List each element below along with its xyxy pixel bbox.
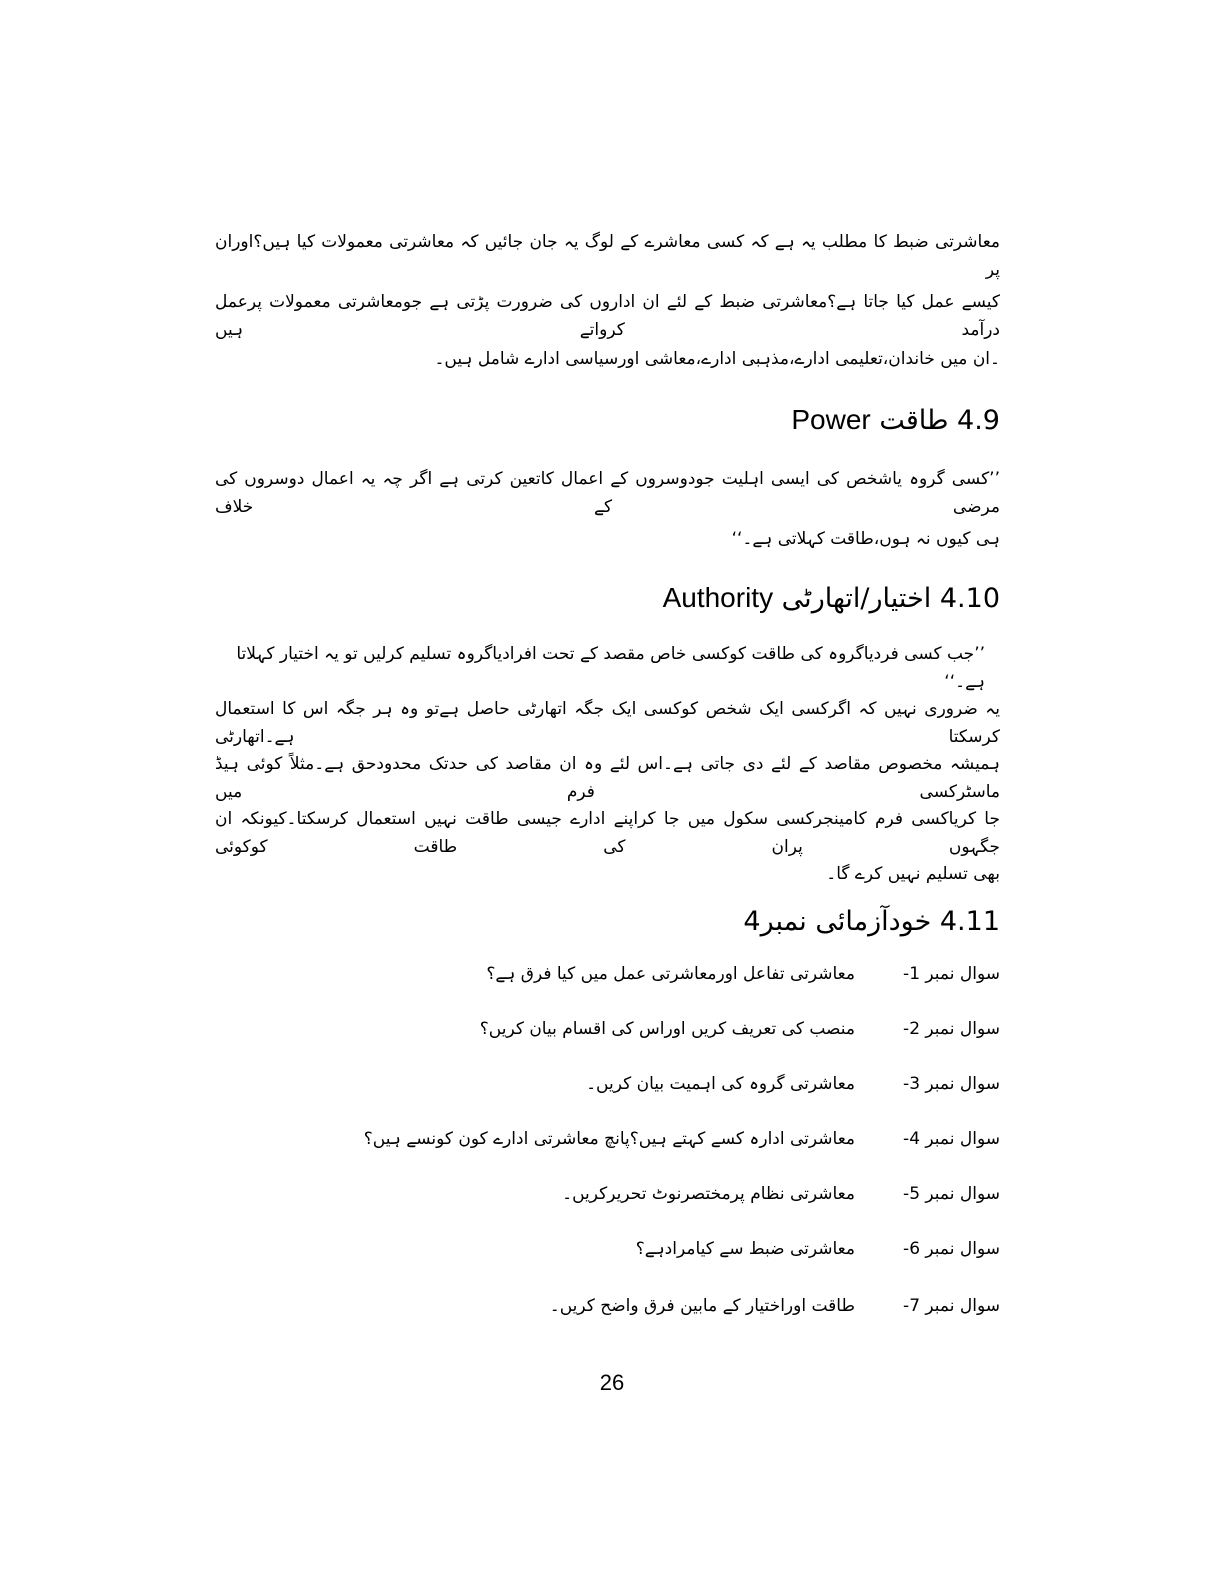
question-label: سوال نمبر 4-: [903, 1129, 1000, 1149]
text-line: ہی کیوں نہ ہوں،طاقت کہلاتی ہے۔‘‘: [731, 529, 1000, 549]
question-item: [215, 1070, 1000, 1098]
text-line: ۔ان میں خاندان،تعلیمی ادارے،مذہبی ادارے،معاشی اورسیاسی ادارے شامل ہیں۔: [434, 349, 1000, 369]
question-text: معاشرتی نظام پرمختصرنوٹ تحریرکریں۔: [562, 1184, 855, 1204]
question-item: [215, 1292, 1000, 1320]
question-label: سوال نمبر 5-: [903, 1184, 1000, 1204]
section-title-urdu: خودآزمائی نمبر4: [743, 906, 932, 937]
authority-definition: ’’جب کسی فردیاگروہ کی طاقت کوکسی خاص مقصد کے تحت افرادیاگروہ تسلیم کرلیں تو یہ اختیار کہلاتا ہے۔‘‘: [236, 644, 985, 692]
section-number: 4.11: [939, 906, 1000, 937]
section-heading-authority: [663, 578, 1000, 619]
question-item: [215, 1015, 1000, 1043]
text-line: کیسے عمل کیا جاتا ہے؟معاشرتی ضبط کے لئے ان اداروں کی ضرورت پڑتی ہے جومعاشرتی معمولات پرعمل درآمد کرواتے ہیں: [215, 292, 1000, 340]
question-label: سوال نمبر 6-: [903, 1239, 1000, 1259]
question-item: [215, 960, 1000, 988]
page-number: 26: [599, 1370, 625, 1395]
question-text: معاشرتی تفاعل اورمعاشرتی عمل میں کیا فرق ہے؟: [486, 964, 855, 984]
section-title-english: Authority: [662, 582, 774, 613]
section-heading-power: [791, 400, 1000, 441]
section-title-urdu: طاقت: [879, 405, 949, 436]
question-label: سوال نمبر 2-: [903, 1019, 1000, 1039]
question-label: سوال نمبر 1-: [903, 964, 1000, 984]
question-text: منصب کی تعریف کریں اوراس کی اقسام بیان کریں؟: [479, 1019, 855, 1039]
text-line: بھی تسلیم نہیں کرے گا۔: [826, 864, 1000, 884]
question-item: [215, 1125, 1000, 1153]
text-line: ہمیشہ مخصوص مقاصد کے لئے دی جاتی ہے۔اس لئے وہ ان مقاصد کی حدتک محدودحق ہے۔مثلاً کوئی ہیڈ ماسٹرکسی فرم میں: [215, 754, 1000, 802]
text-line: معاشرتی ضبط کا مطلب یہ ہے کہ کسی معاشرے کے لوگ یہ جان جائیں کہ معاشرتی معمولات کیا ہیں؟اوران پر: [215, 232, 1000, 280]
question-text: معاشرتی ضبط سے کیامرادہے؟: [635, 1239, 855, 1259]
question-text: طاقت اوراختیار کے مابین فرق واضح کریں۔: [549, 1296, 855, 1316]
section-number: 4.9: [957, 405, 1000, 436]
question-item: [215, 1235, 1000, 1263]
question-text: معاشرتی ادارہ کسے کہتے ہیں؟پانچ معاشرتی ادارے کون کونسے ہیں؟: [363, 1129, 855, 1149]
section-title-urdu: اختیار/اتھارٹی: [781, 583, 932, 614]
question-label: سوال نمبر 7-: [903, 1296, 1000, 1316]
section-number: 4.10: [939, 583, 1000, 614]
text-line: یہ ضروری نہیں کہ اگرکسی ایک شخص کوکسی ایک جگہ اتھارٹی حاصل ہےتو وہ ہر جگہ اس کا استعمال کرسکتا ہے۔اتھارٹی: [215, 699, 1000, 747]
section-heading-self-assessment: [743, 902, 1000, 942]
text-line: جا کریاکسی فرم کامینجرکسی سکول میں جا کراپنے ادارے جیسی طاقت نہیں استعمال کرسکتا۔کیونکہ ان جگہوں پران کی طاقت کوکوئی: [215, 809, 1000, 857]
question-text: معاشرتی گروہ کی اہمیت بیان کریں۔: [586, 1074, 855, 1094]
section-title-english: Power: [791, 404, 871, 435]
question-label: سوال نمبر 3-: [903, 1074, 1000, 1094]
question-item: [215, 1180, 1000, 1208]
text-line: ’’کسی گروہ یاشخص کی ایسی اہلیت جودوسروں کے اعمال کاتعین کرتی ہے اگر چہ یہ اعمال دوسروں کی مرضی کے خلاف: [215, 469, 1000, 517]
